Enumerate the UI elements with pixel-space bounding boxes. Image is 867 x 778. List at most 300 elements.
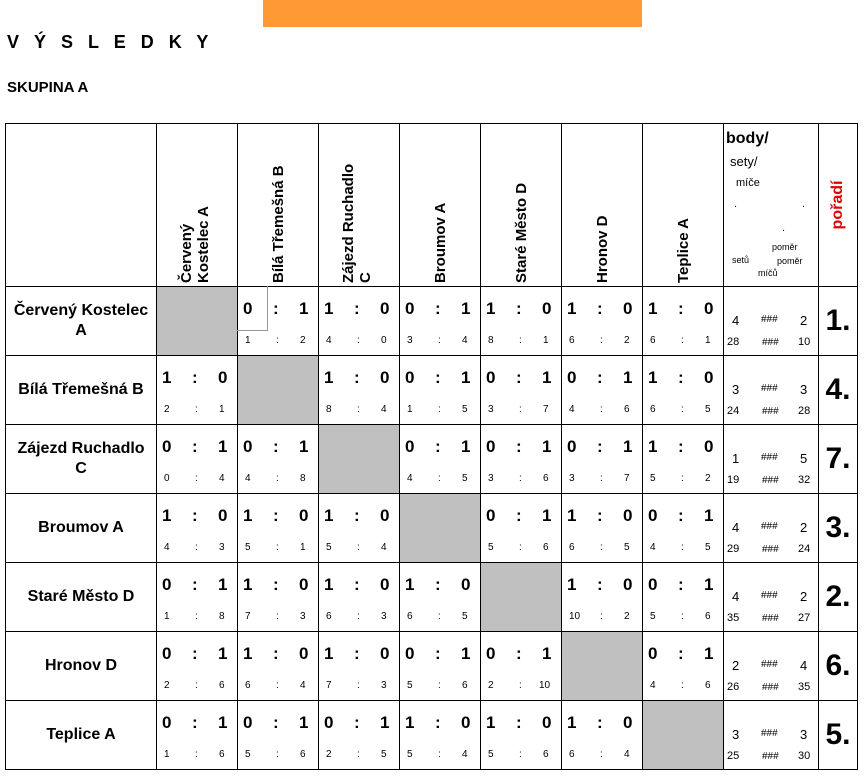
- sets-home: 2: [164, 680, 170, 691]
- match-score-away: 1: [542, 437, 552, 456]
- points-ratio: ###: [761, 452, 778, 463]
- sets-home: 5: [650, 611, 656, 622]
- row-team-name: Hronov D: [5, 631, 157, 701]
- match-score-sep: :: [597, 506, 603, 525]
- sets-away: 4: [381, 542, 387, 553]
- match-score-home: 0: [243, 437, 253, 456]
- points-header-text: poměr: [772, 242, 798, 252]
- sets-home: 1: [245, 335, 251, 346]
- sets-home: 7: [245, 611, 251, 622]
- points-ratio: ###: [761, 590, 778, 601]
- sets-sep: :: [681, 611, 684, 622]
- result-cell: [156, 355, 238, 425]
- sets-sep: :: [681, 680, 684, 691]
- match-score-home: 0: [405, 644, 415, 663]
- match-score-away: 1: [299, 437, 309, 456]
- points-ratio: ###: [761, 383, 778, 394]
- sets-home: 0: [164, 473, 170, 484]
- column-header-label: Broumov A: [432, 202, 449, 283]
- sets-sep: :: [357, 611, 360, 622]
- sets-sep: :: [519, 404, 522, 415]
- points-value: 3: [732, 727, 740, 742]
- sets-away: 6: [624, 404, 630, 415]
- match-score-away: 0: [380, 575, 390, 594]
- match-score-home: 0: [486, 644, 496, 663]
- match-score-home: 0: [405, 299, 415, 318]
- sets-away: 6: [705, 611, 711, 622]
- match-score-home: 1: [243, 644, 253, 663]
- points-value: 4: [732, 589, 740, 604]
- sets-sep: :: [357, 680, 360, 691]
- sets-home: 5: [326, 542, 332, 553]
- match-score-away: 0: [380, 368, 390, 387]
- match-score-away: 1: [461, 437, 471, 456]
- sets-home: 6: [569, 542, 575, 553]
- balls-value: 28: [798, 405, 811, 417]
- sets-home: 1: [407, 404, 413, 415]
- sets-value: 35: [727, 612, 740, 624]
- column-header: [156, 123, 238, 287]
- sets-home: 3: [488, 473, 494, 484]
- sets-value: 19: [727, 474, 740, 486]
- points-ratio: ###: [761, 314, 778, 325]
- points-ratio: ###: [761, 659, 778, 670]
- match-score-sep: :: [597, 713, 603, 732]
- points-ratio: ###: [761, 728, 778, 739]
- sets-away: 6: [543, 473, 549, 484]
- match-score-sep: :: [435, 368, 441, 387]
- sets-away: 3: [381, 611, 387, 622]
- sets-sep: :: [438, 404, 441, 415]
- match-score-away: 0: [218, 368, 228, 387]
- sets-sep: :: [276, 680, 279, 691]
- match-score-away: 1: [623, 437, 633, 456]
- self-cell: [399, 493, 481, 563]
- match-score-sep: :: [516, 299, 522, 318]
- match-score-away: 1: [704, 575, 714, 594]
- result-cell: [237, 631, 319, 701]
- sets-sep: :: [195, 680, 198, 691]
- sets-home: 5: [650, 473, 656, 484]
- sets-sep: :: [438, 749, 441, 760]
- match-score-sep: :: [516, 506, 522, 525]
- match-score-away: 1: [380, 713, 390, 732]
- sets-home: 10: [569, 611, 581, 622]
- result-cell: [480, 286, 562, 356]
- match-score-sep: :: [597, 575, 603, 594]
- sets-away: 6: [543, 749, 549, 760]
- match-score-sep: :: [192, 713, 198, 732]
- match-score-away: 1: [542, 506, 552, 525]
- match-score-away: 0: [299, 575, 309, 594]
- result-cell: [318, 562, 400, 632]
- sets-away: 3: [300, 611, 306, 622]
- points-header-text: body/: [726, 130, 769, 147]
- sets-away: 8: [300, 473, 306, 484]
- rank-header-label: pořadí: [829, 180, 846, 230]
- sets-away: 1: [219, 404, 225, 415]
- sets-sep: :: [357, 749, 360, 760]
- points-header-text: .: [802, 198, 806, 210]
- sets-sep: :: [438, 335, 441, 346]
- result-cell: [237, 700, 319, 770]
- match-score-home: 1: [324, 575, 334, 594]
- match-score-home: 1: [243, 506, 253, 525]
- match-score-home: 1: [648, 368, 658, 387]
- sets-sep: :: [357, 404, 360, 415]
- column-header: [480, 123, 562, 287]
- match-score-home: 0: [243, 713, 253, 732]
- sets-sep: :: [600, 404, 603, 415]
- result-cell: [399, 286, 481, 356]
- match-score-away: 1: [461, 644, 471, 663]
- balls-value: 24: [798, 543, 811, 555]
- column-header: [561, 123, 643, 287]
- sets-sep: :: [600, 473, 603, 484]
- result-cell: [237, 493, 319, 563]
- result-cell: [642, 631, 724, 701]
- column-header-label: Teplice A: [675, 217, 692, 283]
- match-score-sep: :: [192, 437, 198, 456]
- match-score-away: 1: [542, 368, 552, 387]
- sets-away: 5: [705, 542, 711, 553]
- sets-sep: :: [195, 611, 198, 622]
- sets-sep: :: [519, 473, 522, 484]
- match-score-away: 0: [542, 299, 552, 318]
- result-cell: [399, 631, 481, 701]
- sets-away: 5: [381, 749, 387, 760]
- result-cell: [237, 424, 319, 494]
- column-header: [399, 123, 481, 287]
- match-score-away: 1: [218, 437, 228, 456]
- match-score-sep: :: [678, 644, 684, 663]
- sets-sep: :: [195, 404, 198, 415]
- sets-home: 5: [488, 542, 494, 553]
- sets-away: 5: [462, 404, 468, 415]
- match-score-sep: :: [354, 575, 360, 594]
- sets-value: 24: [727, 405, 740, 417]
- sets-away: 4: [462, 335, 468, 346]
- sets-away: 10: [539, 680, 551, 691]
- match-score-sep: :: [516, 644, 522, 663]
- match-score-away: 0: [704, 299, 714, 318]
- match-score-sep: :: [516, 713, 522, 732]
- match-score-home: 0: [648, 506, 658, 525]
- sets-value: 25: [727, 750, 740, 762]
- match-score-away: 1: [704, 506, 714, 525]
- match-score-sep: :: [354, 368, 360, 387]
- match-score-home: 0: [243, 299, 253, 318]
- rank-cell: 6.: [818, 631, 858, 701]
- result-cell: [561, 355, 643, 425]
- sets-sep: :: [519, 680, 522, 691]
- sets-home: 2: [326, 749, 332, 760]
- sets-ratio: ###: [762, 682, 779, 693]
- match-score-sep: :: [354, 299, 360, 318]
- result-cell: [399, 562, 481, 632]
- sets-away: 5: [462, 611, 468, 622]
- row-team-name: Staré Město D: [5, 562, 157, 632]
- sets-sep: :: [438, 611, 441, 622]
- sets-home: 6: [650, 404, 656, 415]
- sets-away: 6: [462, 680, 468, 691]
- match-score-home: 0: [567, 368, 577, 387]
- match-score-away: 0: [623, 575, 633, 594]
- result-cell: [399, 424, 481, 494]
- match-score-home: 1: [324, 368, 334, 387]
- sets-ratio: ###: [762, 751, 779, 762]
- match-score-home: 1: [162, 368, 172, 387]
- points-b-value: 5: [800, 451, 808, 466]
- sets-value: 28: [727, 336, 740, 348]
- sets-sep: :: [276, 749, 279, 760]
- match-score-home: 0: [648, 644, 658, 663]
- match-score-away: 1: [461, 299, 471, 318]
- sets-home: 6: [650, 335, 656, 346]
- match-score-away: 0: [218, 506, 228, 525]
- sets-home: 4: [407, 473, 413, 484]
- rank-cell: 7.: [818, 424, 858, 494]
- match-score-sep: :: [192, 506, 198, 525]
- sets-away: 6: [219, 749, 225, 760]
- match-score-home: 1: [324, 299, 334, 318]
- match-score-sep: :: [273, 437, 279, 456]
- rank-cell: 2.: [818, 562, 858, 632]
- match-score-away: 0: [542, 713, 552, 732]
- sets-home: 3: [569, 473, 575, 484]
- match-score-sep: :: [354, 506, 360, 525]
- points-cell: [723, 562, 819, 632]
- sets-sep: :: [357, 542, 360, 553]
- sets-away: 1: [705, 335, 711, 346]
- points-b-value: 2: [800, 520, 808, 535]
- match-score-sep: :: [273, 506, 279, 525]
- result-cell: [561, 562, 643, 632]
- match-score-sep: :: [678, 368, 684, 387]
- sets-sep: :: [681, 473, 684, 484]
- sets-sep: :: [276, 335, 279, 346]
- match-score-home: 0: [486, 368, 496, 387]
- match-score-sep: :: [273, 575, 279, 594]
- sets-home: 7: [326, 680, 332, 691]
- sets-sep: :: [195, 749, 198, 760]
- sets-away: 4: [381, 404, 387, 415]
- match-score-away: 1: [623, 368, 633, 387]
- sets-away: 5: [705, 404, 711, 415]
- match-score-sep: :: [273, 644, 279, 663]
- column-header-label: Zájezd Ruchadlo C: [339, 163, 374, 283]
- match-score-home: 0: [162, 575, 172, 594]
- result-cell: [318, 286, 400, 356]
- result-cell: [156, 562, 238, 632]
- points-header-text: míčů: [758, 268, 778, 278]
- sets-home: 5: [407, 749, 413, 760]
- balls-value: 35: [798, 681, 811, 693]
- sets-sep: :: [438, 473, 441, 484]
- points-b-value: 3: [800, 382, 808, 397]
- sets-home: 2: [488, 680, 494, 691]
- sets-away: 3: [381, 680, 387, 691]
- match-score-home: 1: [486, 713, 496, 732]
- match-score-sep: :: [273, 299, 279, 318]
- result-cell: [318, 355, 400, 425]
- column-header-label: Staré Město D: [513, 182, 530, 283]
- match-score-away: 0: [461, 575, 471, 594]
- rank-cell: 5.: [818, 700, 858, 770]
- match-score-sep: :: [192, 644, 198, 663]
- result-cell: [642, 424, 724, 494]
- sets-sep: :: [519, 335, 522, 346]
- match-score-home: 0: [486, 437, 496, 456]
- points-value: 3: [732, 382, 740, 397]
- result-cell: [237, 562, 319, 632]
- match-score-home: 1: [162, 506, 172, 525]
- match-score-away: 0: [380, 299, 390, 318]
- match-score-away: 0: [623, 506, 633, 525]
- match-score-sep: :: [597, 437, 603, 456]
- match-score-away: 0: [299, 506, 309, 525]
- sets-sep: :: [681, 542, 684, 553]
- points-cell: [723, 424, 819, 494]
- match-score-home: 0: [162, 713, 172, 732]
- match-score-sep: :: [678, 299, 684, 318]
- sets-sep: :: [195, 473, 198, 484]
- match-score-home: 1: [324, 506, 334, 525]
- result-cell: [156, 493, 238, 563]
- result-cell: [399, 355, 481, 425]
- match-score-home: 0: [405, 437, 415, 456]
- sets-home: 6: [326, 611, 332, 622]
- sets-home: 6: [569, 749, 575, 760]
- sets-value: 26: [727, 681, 740, 693]
- sets-away: 2: [300, 335, 306, 346]
- self-cell: [561, 631, 643, 701]
- sets-away: 5: [624, 542, 630, 553]
- sets-home: 6: [407, 611, 413, 622]
- result-cell: [318, 493, 400, 563]
- sets-ratio: ###: [762, 406, 779, 417]
- column-header-label: Bílá Třemešná B: [270, 165, 287, 283]
- rank-cell: 1.: [818, 286, 858, 356]
- points-value: 1: [732, 451, 740, 466]
- match-score-home: 1: [405, 575, 415, 594]
- result-cell: [237, 286, 319, 356]
- match-score-away: 0: [380, 506, 390, 525]
- match-score-sep: :: [597, 299, 603, 318]
- sets-home: 5: [488, 749, 494, 760]
- sets-away: 2: [624, 335, 630, 346]
- match-score-sep: :: [435, 575, 441, 594]
- rank-cell: 4.: [818, 355, 858, 425]
- match-score-away: 0: [623, 713, 633, 732]
- sets-away: 1: [300, 542, 306, 553]
- page-title: V Ý S L E D K Y: [7, 32, 214, 52]
- row-team-name: Teplice A: [5, 700, 157, 770]
- self-cell: [237, 355, 319, 425]
- points-header: [723, 123, 819, 287]
- match-score-sep: :: [597, 368, 603, 387]
- sets-sep: :: [600, 542, 603, 553]
- match-score-home: 1: [648, 437, 658, 456]
- points-cell: [723, 355, 819, 425]
- sets-home: 5: [407, 680, 413, 691]
- points-header-text: sety/: [730, 154, 758, 169]
- sets-sep: :: [357, 335, 360, 346]
- points-cell: [723, 631, 819, 701]
- match-score-home: 0: [567, 437, 577, 456]
- match-score-home: 0: [162, 437, 172, 456]
- match-score-sep: :: [192, 368, 198, 387]
- match-score-away: 1: [299, 713, 309, 732]
- sets-home: 3: [407, 335, 413, 346]
- sets-home: 4: [164, 542, 170, 553]
- row-team-name: Červený Kostelec A: [5, 286, 157, 356]
- points-b-value: 4: [800, 658, 808, 673]
- sets-home: 5: [245, 749, 251, 760]
- match-score-home: 1: [648, 299, 658, 318]
- result-cell: [642, 562, 724, 632]
- sets-away: 4: [300, 680, 306, 691]
- row-team-name: Zájezd Ruchadlo C: [5, 424, 157, 494]
- result-cell: [642, 286, 724, 356]
- self-cell: [156, 286, 238, 356]
- rank-cell: 3.: [818, 493, 858, 563]
- sets-away: 1: [543, 335, 549, 346]
- match-score-away: 1: [218, 713, 228, 732]
- match-score-away: 0: [704, 437, 714, 456]
- sets-away: 7: [543, 404, 549, 415]
- result-cell: [156, 424, 238, 494]
- balls-value: 30: [798, 750, 811, 762]
- sets-away: 4: [624, 749, 630, 760]
- sets-home: 1: [164, 749, 170, 760]
- corner-cell: [5, 123, 157, 287]
- result-cell: [642, 493, 724, 563]
- points-cell: [723, 286, 819, 356]
- column-header: [318, 123, 400, 287]
- sets-home: 4: [326, 335, 332, 346]
- sets-away: 2: [624, 611, 630, 622]
- column-header: [237, 123, 319, 287]
- sets-away: 2: [705, 473, 711, 484]
- match-score-away: 0: [623, 299, 633, 318]
- sets-sep: :: [600, 611, 603, 622]
- row-team-name: Bílá Třemešná B: [5, 355, 157, 425]
- sets-home: 8: [488, 335, 494, 346]
- result-cell: [480, 700, 562, 770]
- points-cell: [723, 493, 819, 563]
- sets-away: 6: [705, 680, 711, 691]
- match-score-home: 1: [324, 644, 334, 663]
- sets-sep: :: [276, 542, 279, 553]
- sets-away: 4: [219, 473, 225, 484]
- points-header-text: poměr: [777, 256, 803, 266]
- points-b-value: 3: [800, 727, 808, 742]
- balls-value: 27: [798, 612, 811, 624]
- sets-home: 6: [245, 680, 251, 691]
- sets-home: 4: [569, 404, 575, 415]
- sets-home: 4: [245, 473, 251, 484]
- column-header-label: Červený Kostelec A: [177, 206, 212, 283]
- sets-home: 1: [164, 611, 170, 622]
- match-score-home: 1: [567, 299, 577, 318]
- match-score-sep: :: [435, 299, 441, 318]
- balls-value: 10: [798, 336, 811, 348]
- match-score-sep: :: [273, 713, 279, 732]
- points-header-text: .: [782, 222, 786, 234]
- group-title: SKUPINA A: [7, 79, 89, 96]
- row-team-name: Broumov A: [5, 493, 157, 563]
